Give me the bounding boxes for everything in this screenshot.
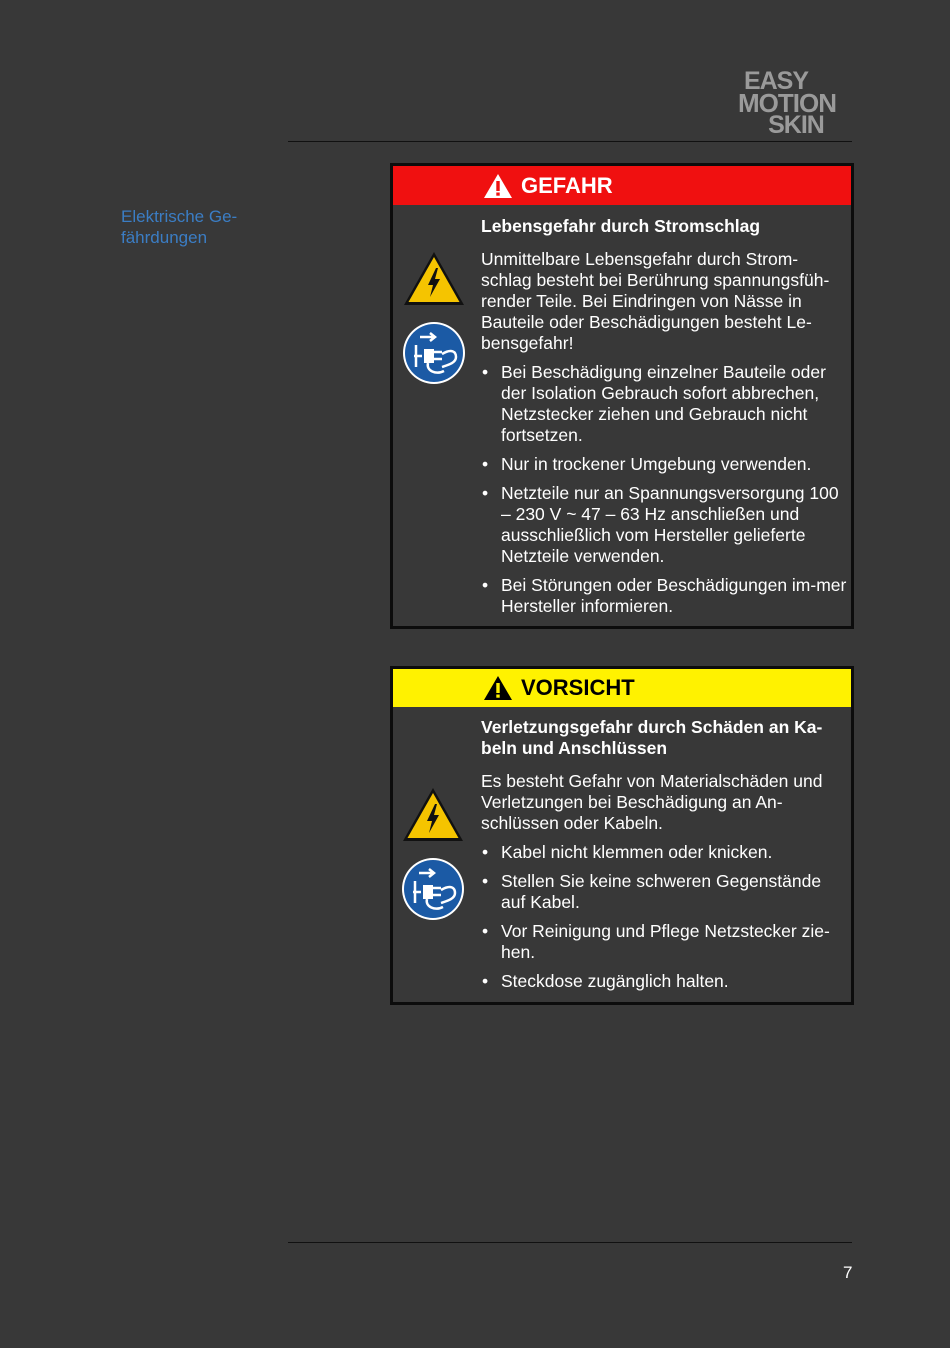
footer-divider: [288, 1242, 852, 1243]
logo-line-3: SKIN: [768, 111, 824, 139]
header-divider: [288, 141, 852, 142]
list-item: • Bei Störungen oder Beschädigungen im-mer Hersteller informieren.: [481, 575, 847, 617]
page-number: 7: [843, 1263, 853, 1282]
caution-intro: Es besteht Gefahr von Materialschäden und Verletzungen bei Beschädigung an An-schlüssen oder Kabeln.: [481, 771, 823, 833]
caution-instruction-list: [481, 842, 847, 992]
brand-logo: [736, 67, 838, 139]
caution-title: Verletzungsgefahr durch Schäden an Ka-beln und Anschlüssen: [481, 717, 823, 758]
list-item: • Nur in trockener Umgebung verwenden.: [481, 454, 847, 475]
list-item: • Netzteile nur an Spannungsversorgung 100 – 230 V ~ 47 – 63 Hz anschließen und ausschließlich vom Hersteller gelieferte Netzteile verwenden.: [481, 483, 847, 567]
danger-notice: [390, 163, 854, 629]
electric-hazard-icon: [401, 786, 465, 844]
caution-signal-word: VORSICHT: [521, 675, 635, 700]
electric-hazard-icon: [402, 250, 466, 308]
danger-instruction-list: [481, 362, 847, 617]
list-item: • Bei Beschädigung einzelner Bauteile oder der Isolation Gebrauch sofort abbrechen, Netzstecker ziehen und Gebrauch nicht fortsetzen.: [481, 362, 847, 446]
caution-notice: [390, 666, 854, 1005]
caution-content: [481, 717, 847, 992]
warning-triangle-icon: [483, 675, 513, 701]
danger-title: Lebensgefahr durch Stromschlag: [481, 216, 761, 236]
caution-banner: [393, 669, 851, 707]
disconnect-plug-icon: [402, 321, 466, 385]
warning-triangle-icon: [483, 173, 513, 199]
section-margin-heading: Elektrische Ge- fährdungen: [121, 207, 238, 247]
danger-content: [481, 216, 847, 617]
danger-intro: Unmittelbare Lebensgefahr durch Strom-schlag besteht bei Berührung spannungsfüh-render Teile. Bei Eindringen von Nässe in Bauteile oder Beschädigungen besteht Le-bensgefahr!: [481, 249, 830, 353]
danger-signal-word: GEFAHR: [521, 172, 613, 198]
list-item: • Stellen Sie keine schweren Gegenstände auf Kabel.: [481, 871, 847, 913]
list-item: • Kabel nicht klemmen oder knicken.: [481, 842, 847, 863]
list-item: • Vor Reinigung und Pflege Netzstecker zie-hen.: [481, 921, 847, 963]
logo-line-2: MOTION: [738, 88, 836, 118]
disconnect-plug-icon: [401, 857, 465, 921]
logo-line-1: EASY: [743, 67, 809, 95]
list-item: • Steckdose zugänglich halten.: [481, 971, 847, 992]
danger-banner: [393, 166, 851, 205]
